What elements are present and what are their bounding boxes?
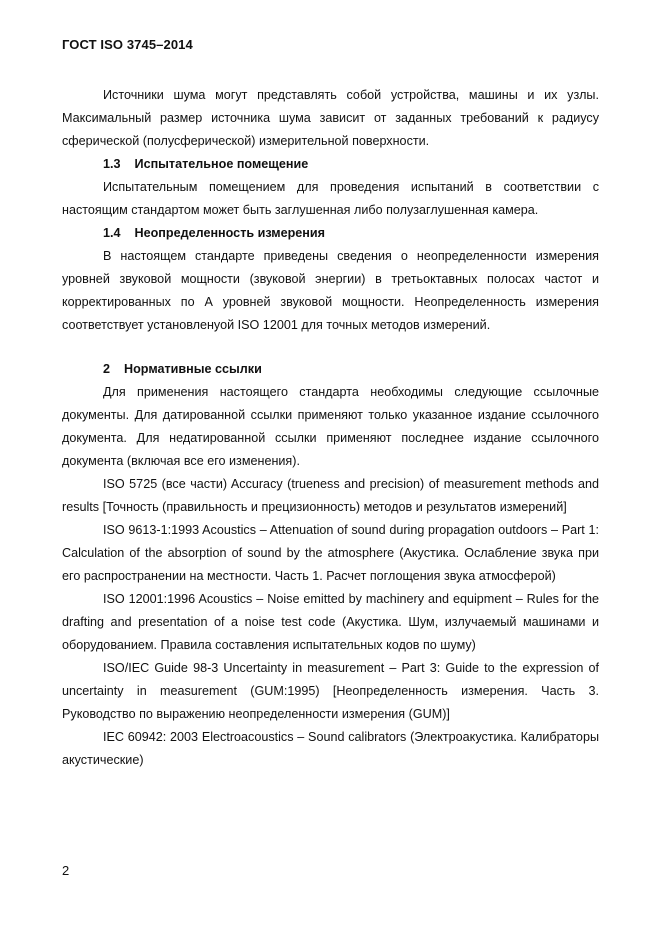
document-body xyxy=(62,84,599,772)
paragraph: Испытательным помещением для проведения испытаний в соответствии с настоящим стандартом может быть заглушенная либо полузаглушенная камера. xyxy=(62,180,599,217)
reference-item: ISO 5725 (все части) Accuracy (trueness and precision) of measurement methods and results [Точность (правильность и прецизионность) методов и результатов измерений] xyxy=(62,477,599,514)
section-title: Нормативные ссылки xyxy=(124,362,262,376)
paragraph: Источники шума могут представлять собой устройства, машины и их узлы. Максимальный размер источника шума зависит от заданных требований к радиусу сферической (полусферической) измерительной поверхности. xyxy=(62,88,599,148)
reference-item: IEC 60942: 2003 Electroacoustics – Sound calibrators (Электроакустика. Калибраторы акустические) xyxy=(62,730,599,767)
reference-item: ISO 9613-1:1993 Acoustics – Attenuation of sound during propagation outdoors – Part 1: Calculation of the absorption of sound by the atmosphere (Акустика. Ослабление звука при его распространении на местности. Часть 1. Расчет поглощения звука атмосферой) xyxy=(62,523,599,583)
paragraph: В настоящем стандарте приведены сведения о неопределенности измерения уровней звуковой мощности (звуковой энергии) в третьоктавных полосах частот и корректированных по А уровней звуковой мощности. Неопределенность измерения соответствует установленуой ISO 12001 для точных методов измерений. xyxy=(62,249,599,332)
section-title: Испытательное помещение xyxy=(134,157,309,171)
paragraph: Для применения настоящего стандарта необходимы следующие ссылочные документы. Для датированной ссылки применяют только указанное издание ссылочного документа. Для недатированной ссылки применяют последнее издание ссылочного документа (включая все его изменения). xyxy=(62,385,599,468)
reference-item: ISO 12001:1996 Acoustics – Noise emitted by machinery and equipment – Rules for the drafting and presentation of a noise test code (Акустика. Шум, излучаемый машинами и оборудованием. Правила составления испытательных кодов по шуму) xyxy=(62,592,599,652)
section-heading xyxy=(62,222,599,245)
document-header: ГОСТ ISO 3745–2014 xyxy=(62,37,193,52)
section-gap xyxy=(62,337,599,358)
page-number: 2 xyxy=(62,863,70,878)
section-heading xyxy=(62,153,599,176)
section-number: 1.3 xyxy=(103,157,121,171)
section-number: 1.4 xyxy=(103,226,121,240)
reference-item: ISO/IEC Guide 98-3 Uncertainty in measurement – Part 3: Guide to the expression of uncertainty in measurement (GUM:1995) [Неопределенность измерения. Часть 3. Руководство по выражению неопределенности измерения (GUM)] xyxy=(62,661,599,721)
section-title: Неопределенность измерения xyxy=(134,226,326,240)
section-number: 2 xyxy=(103,362,111,376)
section-heading xyxy=(62,358,599,381)
